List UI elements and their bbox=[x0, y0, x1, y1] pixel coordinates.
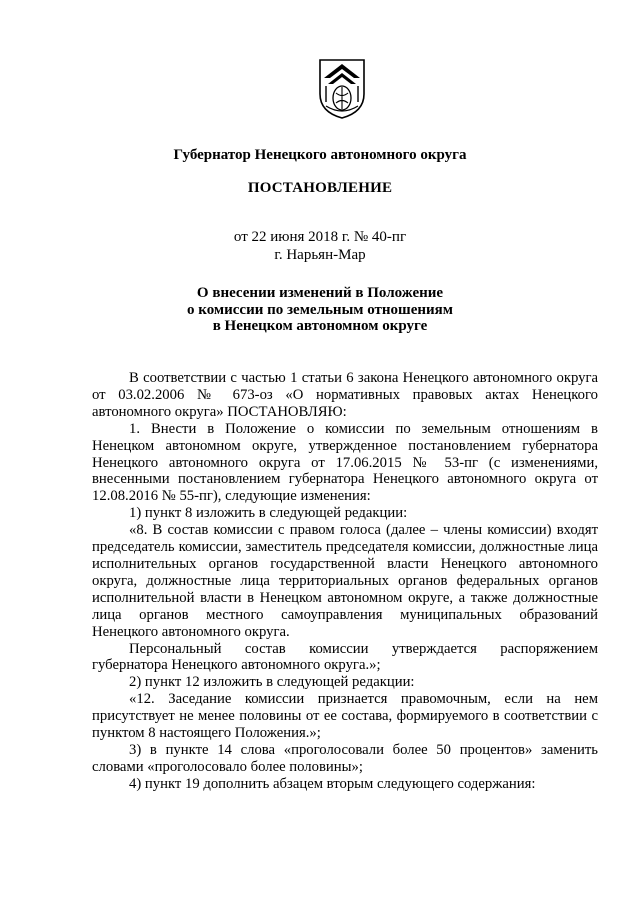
coat-of-arms-emblem bbox=[318, 58, 366, 120]
body-paragraph: «8. В состав комиссии с правом голоса (далее – члены комиссии) входят председатель комиссии, заместитель председателя комиссии, должностные лица исполнительных органов государственной власти Ненецкого автономного округа, должностные лица территориальных органов федеральных органов исполнительной власти в Ненецком автономном округе, а также должностные лица органов местного самоуправления муниципальных образований Ненецкого автономного округа. bbox=[92, 522, 598, 640]
body-paragraph: 4) пункт 19 дополнить абзацем вторым следующего содержания: bbox=[129, 775, 536, 792]
document-city: г. Нарьян-Мар bbox=[274, 247, 366, 263]
subject-line: о комиссии по земельным отношениям bbox=[187, 301, 453, 318]
body-paragraph: 1) пункт 8 изложить в следующей редакции: bbox=[129, 505, 408, 522]
document-body bbox=[92, 370, 598, 793]
issuer-title: Губернатор Ненецкого автономного округа bbox=[173, 147, 467, 163]
body-paragraph: В соответствии с частью 1 статьи 6 закона Ненецкого автономного округа от 03.02.2006 № 673-оз «О нормативных правовых актах Ненецкого автономного округа» ПОСТАНОВЛЯЮ: bbox=[92, 370, 598, 420]
document-type: ПОСТАНОВЛЕНИЕ bbox=[247, 180, 393, 196]
body-paragraph: 2) пункт 12 изложить в следующей редакции: bbox=[129, 674, 415, 691]
document-date-number: от 22 июня 2018 г. № 40-пг bbox=[233, 229, 407, 245]
body-paragraph: 3) в пункте 14 слова «проголосовали более 50 процентов» заменить словами «проголосовало более половины»; bbox=[92, 741, 598, 775]
body-paragraph: Персональный состав комиссии утверждается распоряжением губернатора Ненецкого автономного округа.»; bbox=[92, 640, 598, 674]
body-paragraph: 1. Внести в Положение о комиссии по земельным отношениям в Ненецком автономном округе, утвержденное постановлением губернатора Ненецкого автономного округа от 17.06.2015 № 53-пг (с изменениями, внесенными постановлением губернатора Ненецкого автономного округа от 12.08.2016 № 55-пг), следующие изменения: bbox=[92, 420, 598, 505]
document-subject bbox=[0, 285, 640, 335]
body-paragraph: «12. Заседание комиссии признается правомочным, если на нем присутствует не менее половины от ее состава, формируемого в соответствии с пунктом 8 настоящего Положения.»; bbox=[92, 691, 598, 742]
subject-line: О внесении изменений в Положение bbox=[196, 285, 444, 301]
subject-line: в Ненецком автономном округе bbox=[212, 318, 428, 334]
